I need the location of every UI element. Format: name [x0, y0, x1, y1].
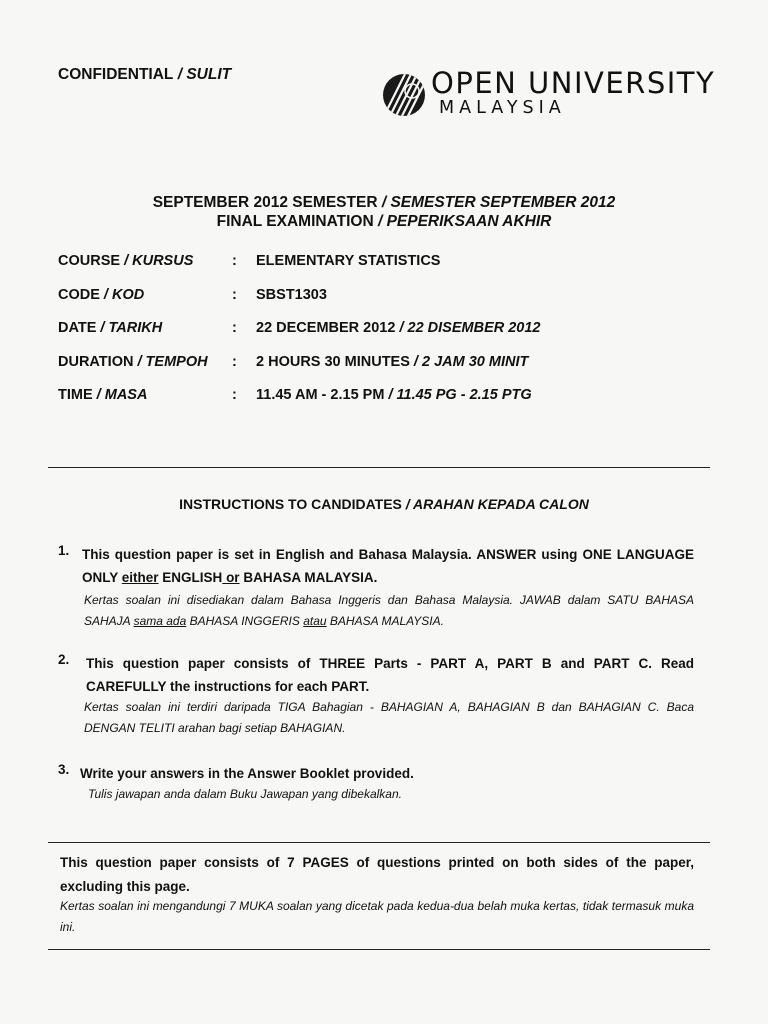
info-label: DURATION / TEMPOH	[58, 354, 208, 370]
confidential-ms: SULIT	[186, 66, 232, 83]
info-label: TIME / MASA	[58, 387, 148, 403]
info-row-date	[58, 320, 698, 340]
info-value: ELEMENTARY STATISTICS	[256, 253, 441, 269]
item-text-en: This question paper is set in English and Bahasa Malaysia. ANSWER using ONE LANGUAGE ONLY either ENGLISH or BAHASA MALAYSIA.	[82, 547, 694, 585]
item-text-en: This question paper consists of THREE Parts - PART A, PART B and PART C. Read CAREFULLY the instructions for each PART.	[86, 656, 694, 694]
separator: /	[173, 66, 187, 83]
item-text-ms: Kertas soalan ini terdiri daripada TIGA Bahagian - BAHAGIAN A, BAHAGIAN B dan BAHAGIAN C. Baca DENGAN TELITI arahan bagi setiap BAHAGIAN.	[84, 700, 694, 735]
exam-ms: PEPERIKSAAN AKHIR	[386, 213, 552, 230]
confidential-label	[58, 66, 231, 84]
info-row-duration	[58, 354, 698, 374]
info-row-time	[58, 387, 698, 407]
separator: /	[377, 194, 391, 211]
item-text-en: Write your answers in the Answer Booklet provided.	[80, 766, 414, 781]
oum-logo-icon	[381, 72, 427, 118]
exam-title	[0, 213, 768, 231]
info-value: 22 DECEMBER 2012 / 22 DISEMBER 2012	[256, 320, 541, 336]
divider	[48, 949, 710, 950]
logo-text-line1: OPEN UNIVERSITY	[431, 66, 716, 100]
semester-title	[0, 194, 768, 212]
info-colon: :	[232, 287, 237, 303]
divider	[48, 842, 710, 843]
page-count-note-ms: Kertas soalan ini mengandungi 7 MUKA soalan yang dicetak pada kedua-dua belah muka kertas, tidak termasuk muka ini.	[60, 899, 694, 934]
info-colon: :	[232, 320, 237, 336]
info-label: DATE / TARIKH	[58, 320, 163, 336]
info-value: 11.45 AM - 2.15 PM / 11.45 PG - 2.15 PTG	[256, 387, 532, 403]
info-colon: :	[232, 387, 237, 403]
semester-en: SEPTEMBER 2012 SEMESTER	[152, 194, 378, 211]
separator: /	[373, 213, 387, 230]
semester-ms: SEMESTER SEPTEMBER 2012	[390, 194, 616, 211]
info-row-code	[58, 287, 698, 307]
info-label: COURSE / KURSUS	[58, 253, 194, 269]
info-value: 2 HOURS 30 MINUTES / 2 JAM 30 MINIT	[256, 354, 529, 370]
university-logo	[381, 66, 716, 120]
item-number: 3.	[58, 762, 70, 777]
item-number: 1.	[58, 543, 70, 558]
info-label: CODE / KOD	[58, 287, 145, 303]
info-colon: :	[232, 354, 237, 370]
divider	[48, 467, 710, 468]
item-text-ms: Kertas soalan ini disediakan dalam Bahasa Inggeris dan Bahasa Malaysia. JAWAB dalam SATU BAHASA SAHAJA sama ada BAHASA INGGERIS atau BAHASA MALAYSIA.	[84, 593, 694, 628]
info-value: SBST1303	[256, 287, 327, 303]
confidential-en: CONFIDENTIAL	[58, 66, 174, 83]
info-colon: :	[232, 253, 237, 269]
page-count-note-en: This question paper consists of 7 PAGES of questions printed on both sides of the paper, excluding this page.	[60, 855, 694, 894]
logo-text-line2: MALAYSIA	[439, 98, 566, 118]
info-row-course	[58, 253, 698, 273]
item-text-ms: Tulis jawapan anda dalam Buku Jawapan yang dibekalkan.	[88, 787, 402, 801]
instructions-title: INSTRUCTIONS TO CANDIDATES / ARAHAN KEPADA CALON	[179, 496, 589, 512]
item-number: 2.	[58, 652, 70, 667]
exam-en: FINAL EXAMINATION	[216, 213, 374, 230]
